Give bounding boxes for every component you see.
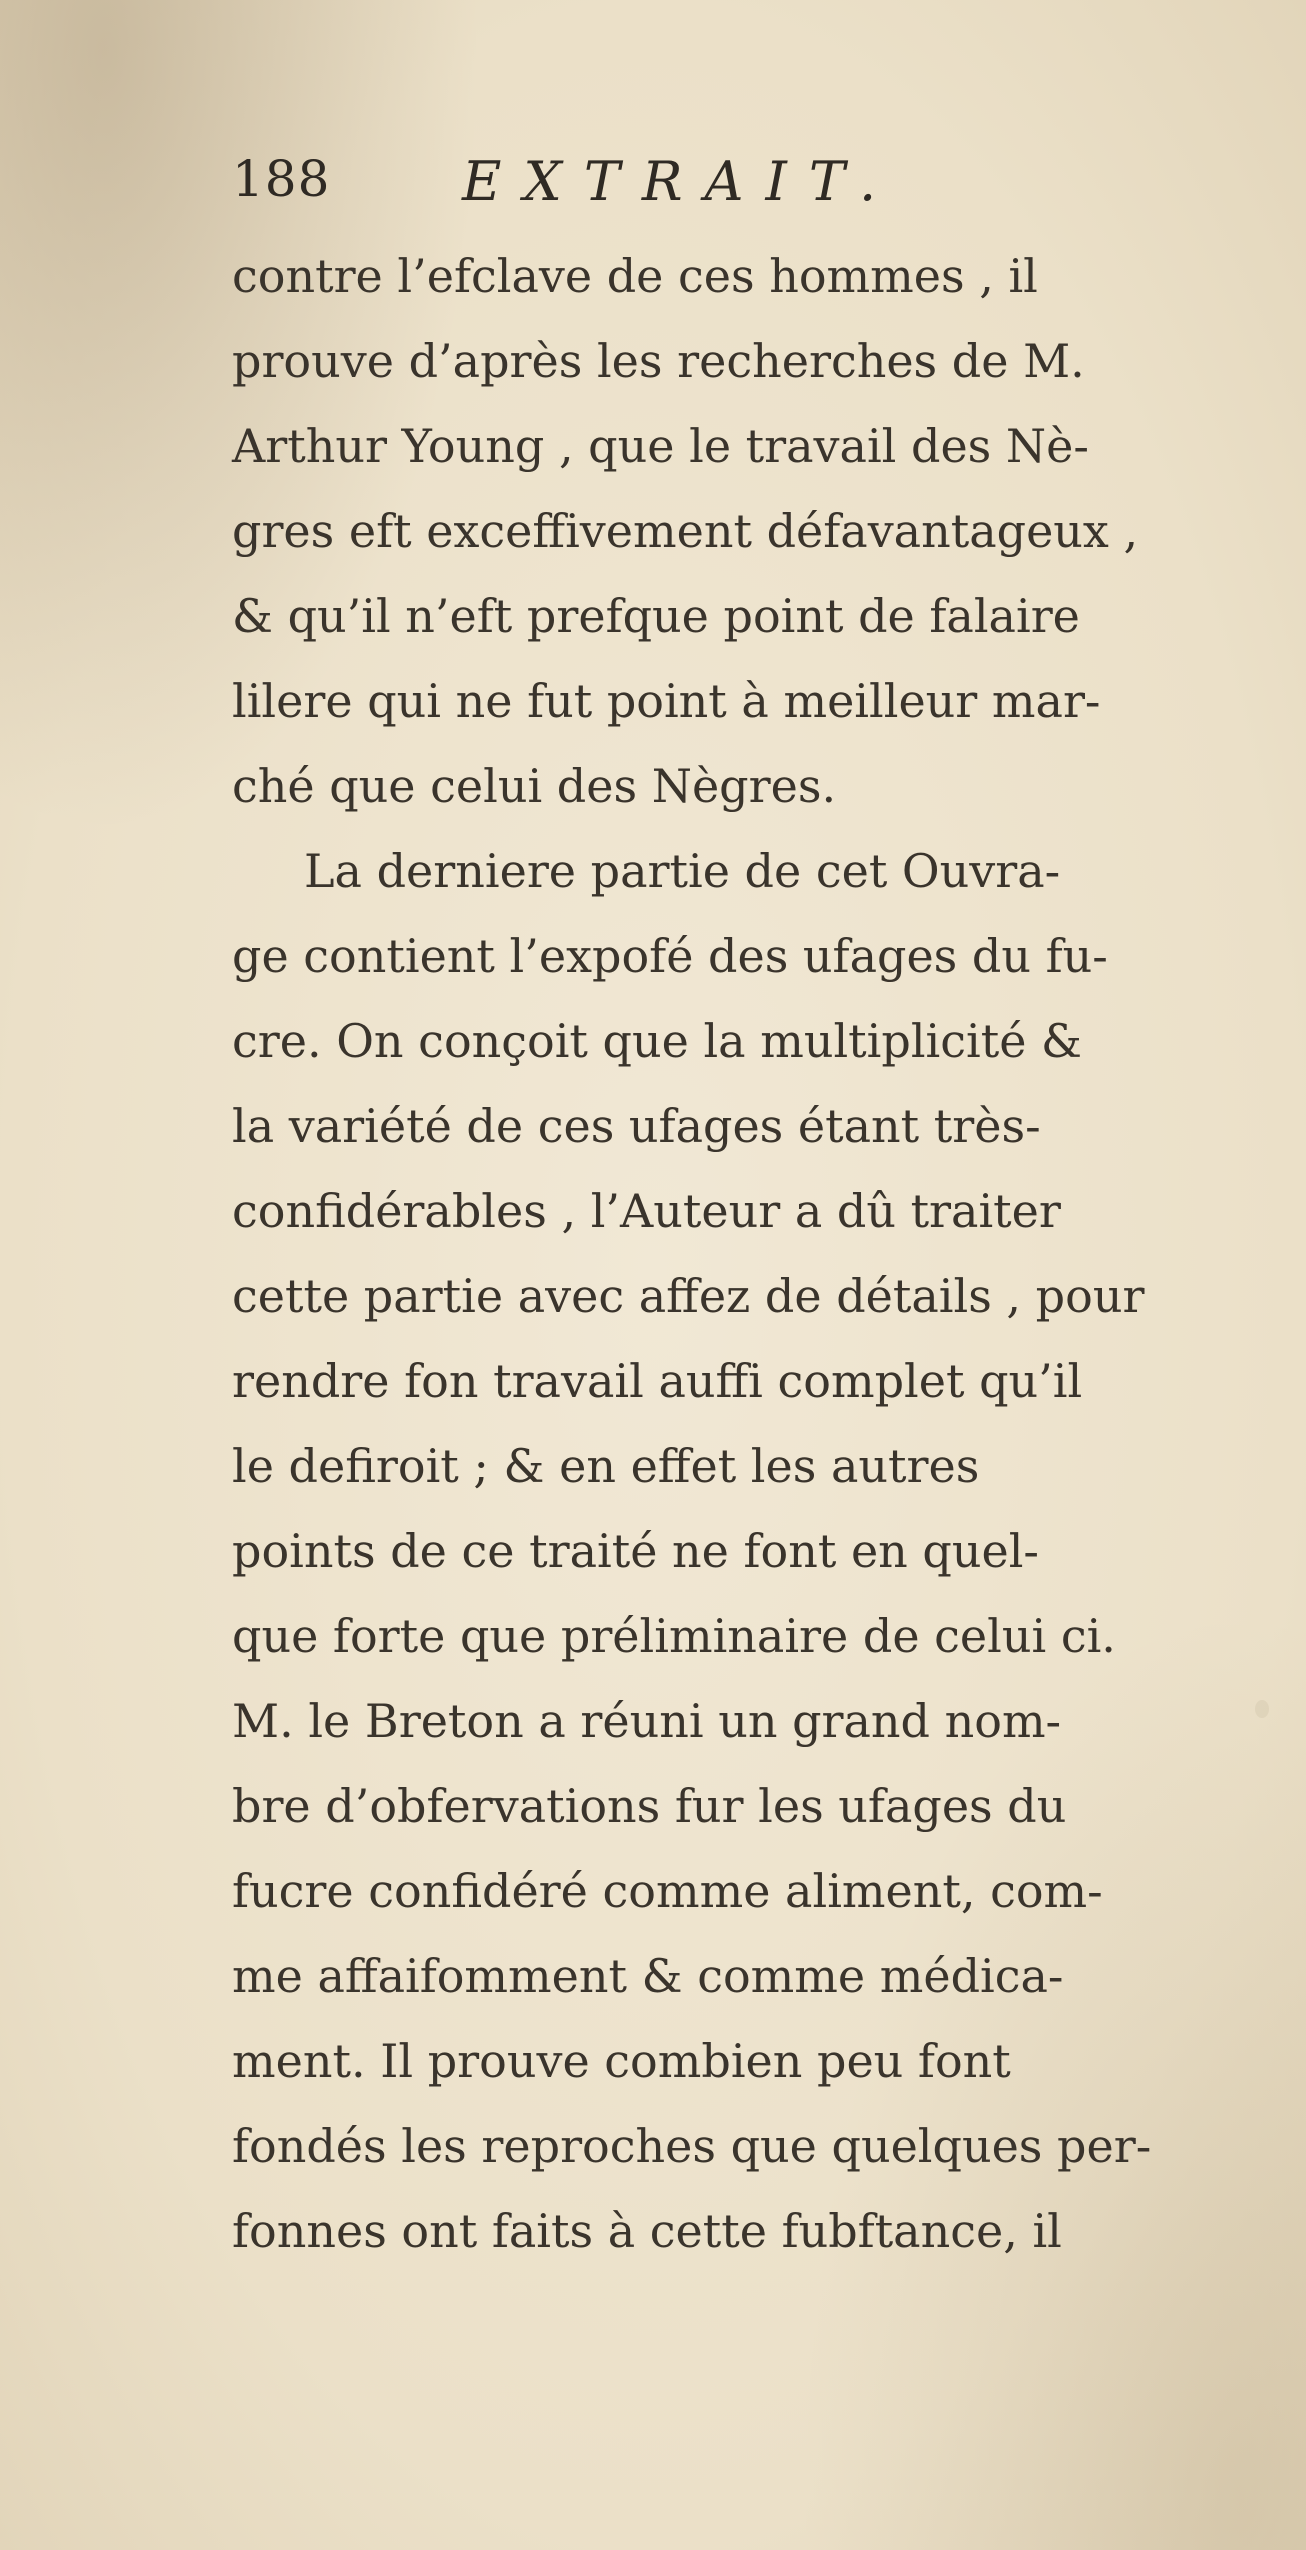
body-text <box>232 234 1282 2274</box>
text-line: que forte que préliminaire de celui ci. <box>232 1609 1116 1663</box>
text-line: bre d’obfervations fur les ufages du <box>232 1779 1067 1833</box>
text-line: & qu’il n’eft prefque point de falaire <box>232 589 1080 643</box>
text-line: fucre confidéré comme aliment, com- <box>232 1864 1103 1918</box>
text-line: prouve d’après les recherches de M. <box>232 334 1085 388</box>
text-line: points de ce traité ne font en quel- <box>232 1524 1039 1578</box>
text-line: lilere qui ne fut point à meilleur mar- <box>232 674 1101 728</box>
text-line: cette partie avec affez de détails , pour <box>232 1269 1145 1323</box>
text-line: M. le Breton a réuni un grand nom- <box>232 1694 1062 1748</box>
text-line: gres eft exceffivement défavantageux , <box>232 504 1139 558</box>
text-line: cre. On conçoit que la multiplicité & <box>232 1014 1082 1068</box>
text-line: le defiroit ; & en effet les autres <box>232 1439 980 1493</box>
text-line: rendre fon travail auffi complet qu’il <box>232 1354 1083 1408</box>
text-line: ge contient l’expofé des ufages du fu- <box>232 929 1108 983</box>
text-line: confidérables , l’Auteur a dû traiter <box>232 1184 1061 1238</box>
page-header <box>232 150 1062 220</box>
text-line: fondés les reproches que quelques per- <box>232 2119 1152 2173</box>
text-line: contre l’efclave de ces hommes , il <box>232 249 1038 303</box>
text-line: ché que celui des Nègres. <box>232 759 837 813</box>
text-line: Arthur Young , que le travail des Nè- <box>232 419 1089 473</box>
text-line: me affaifomment & comme médica- <box>232 1949 1064 2003</box>
running-title: EXTRAIT. <box>462 150 899 213</box>
page-number: 188 <box>232 150 331 208</box>
text-line: La derniere partie de cet Ouvra- <box>304 844 1061 898</box>
text-line: ment. Il prouve combien peu font <box>232 2034 1011 2088</box>
text-line: fonnes ont faits à cette fubftance, il <box>232 2204 1062 2258</box>
text-line: la variété de ces ufages étant très- <box>232 1099 1041 1153</box>
